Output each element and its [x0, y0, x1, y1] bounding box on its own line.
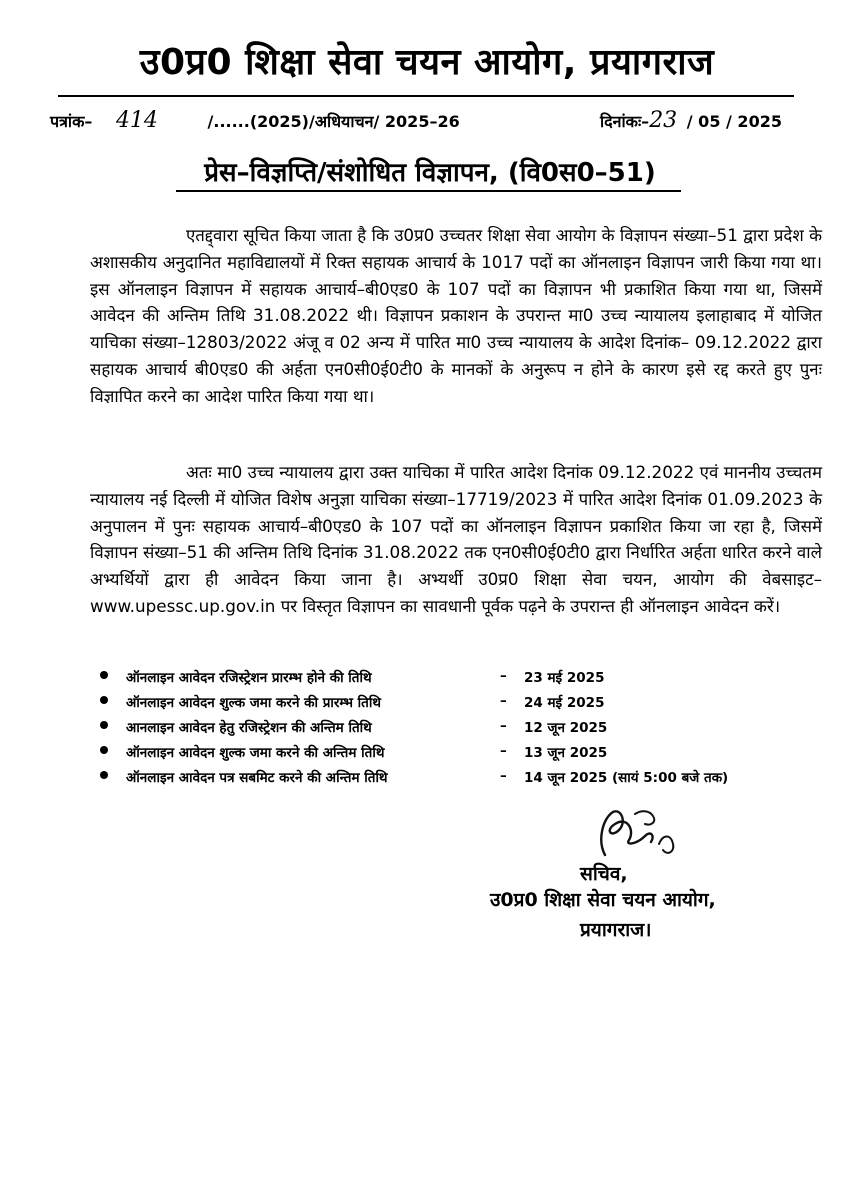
list-item — [100, 693, 800, 718]
ref-suffix: /......(2025)/अधियाचन/ 2025–26 — [207, 112, 460, 131]
date-item-value: 13 जून 2025 — [524, 745, 608, 761]
date-line — [600, 108, 782, 133]
date-item-dash: – — [500, 743, 507, 759]
bullet-icon — [100, 746, 108, 754]
date-item-value: 23 मई 2025 — [524, 670, 605, 686]
date-item-dash: – — [500, 668, 507, 684]
signatory-title: सचिव, — [580, 863, 628, 885]
list-item — [100, 668, 800, 693]
signatory-city: प्रयागराज। — [580, 919, 652, 941]
paragraph-notice: अतः मा0 उच्च न्यायालय द्वारा उक्त याचिका में पारित आदेश दिनांक 09.12.2022 एवं माननीय उच्चतम न्यायालय नई दिल्ली में योजित विशेष अनुज्ञा याचिका संख्या–17719/2023 में पारित आदेश दिनांक 01.09.2023 के अनुपालन में पुनः सहायक आचार्य–बी0एड0 के 107 पदों का ऑनलाइन विज्ञापन प्रकाशित किया जा रहा है, जिसमें विज्ञापन संख्या–51 की अन्तिम तिथि दिनांक 31.08.2022 तक एन0सी0ई0टी0 द्वारा निर्धारित अर्हता धारित करने वाले अभ्यर्थियों द्वारा ही आवेदन किया जाना है। अभ्यर्थी उ0प्र0 शिक्षा सेवा चयन, आयोग की वेबसाइट– www.upessc.up.gov.in पर विस्तृत विज्ञापन का सावधानी पूर्वक पढ़ने के उपरान्त ही ऑनलाइन आवेदन करें। — [90, 462, 822, 616]
date-day-handwritten: 23 — [649, 108, 678, 133]
bullet-icon — [100, 696, 108, 704]
date-item-label: ऑनलाइन आवेदन शुल्क जमा करने की अन्तिम तिथि — [126, 745, 385, 761]
signatory-organisation: उ0प्र0 शिक्षा सेवा चयन आयोग, — [490, 889, 716, 911]
date-item-value: 12 जून 2025 — [524, 720, 608, 736]
signatory-block — [490, 860, 790, 942]
bullet-icon — [100, 771, 108, 779]
press-release-heading: प्रेस–विज्ञप्ति/संशोधित विज्ञापन, (वि0स0–51) — [204, 158, 656, 188]
paragraph-background: एतद्द्वारा सूचित किया जाता है कि उ0प्र0 उच्चतर शिक्षा सेवा आयोग के विज्ञापन संख्या–51 द्वारा प्रदेश के अशासकीय अनुदानित महाविद्यालयों में रिक्त सहायक आचार्य के 1017 पदों का ऑनलाइन विज्ञापन जारी किया गया था। इस ऑनलाइन विज्ञापन में सहायक आचार्य–बी0एड0 के 107 पदों का विज्ञापन भी प्रकाशित किया गया था, जिसमें आवेदन की अन्तिम तिथि 31.08.2022 थी। विज्ञापन प्रकाशन के उपरान्त मा0 उच्च न्यायालय इलाहाबाद में योजित याचिका संख्या–12803/2022 अंजू व 02 अन्य में पारित मा0 उच्च न्यायालय के आदेश दिनांक– 09.12.2022 द्वारा सहायक आचार्य बी0एड0 की अर्हता एन0सी0ई0टी0 के मानकों के अनुरूप न होने के कारण इसे रद्द करते हुए पुनः विज्ञापित करने का आदेश पारित किया गया था। — [90, 225, 822, 406]
list-item — [100, 743, 800, 768]
reference-number-line — [50, 108, 460, 133]
list-item — [100, 768, 800, 793]
date-item-label: आनलाइन आवेदन हेतु रजिस्ट्रेशन की अन्तिम तिथि — [126, 720, 372, 736]
commission-title: उ0प्र0 शिक्षा सेवा चयन आयोग, प्रयागराज — [139, 42, 715, 83]
date-item-value: 24 मई 2025 — [524, 695, 605, 711]
date-item-label: ऑनलाइन आवेदन शुल्क जमा करने की प्रारम्भ तिथि — [126, 695, 381, 711]
date-month-year: / 05 / 2025 — [686, 112, 782, 131]
date-item-dash: – — [500, 718, 507, 734]
heading-underline — [176, 190, 681, 192]
ref-label: पत्रांक– — [50, 112, 93, 131]
date-item-label: ऑनलाइन आवेदन पत्र सबमिट करने की अन्तिम तिथि — [126, 770, 388, 786]
list-item — [100, 718, 800, 743]
date-item-dash: – — [500, 768, 507, 784]
date-item-label: ऑनलाइन आवेदन रजिस्ट्रेशन प्रारम्भ होने की तिथि — [126, 670, 372, 686]
date-item-value: 14 जून 2025 (सायं 5:00 बजे तक) — [524, 770, 729, 786]
date-item-dash: – — [500, 693, 507, 709]
bullet-icon — [100, 671, 108, 679]
date-label: दिनांकः– — [600, 112, 650, 131]
bullet-icon — [100, 721, 108, 729]
ref-number-handwritten: 414 — [115, 108, 158, 133]
important-dates-list — [100, 668, 800, 793]
title-underline — [58, 95, 794, 97]
